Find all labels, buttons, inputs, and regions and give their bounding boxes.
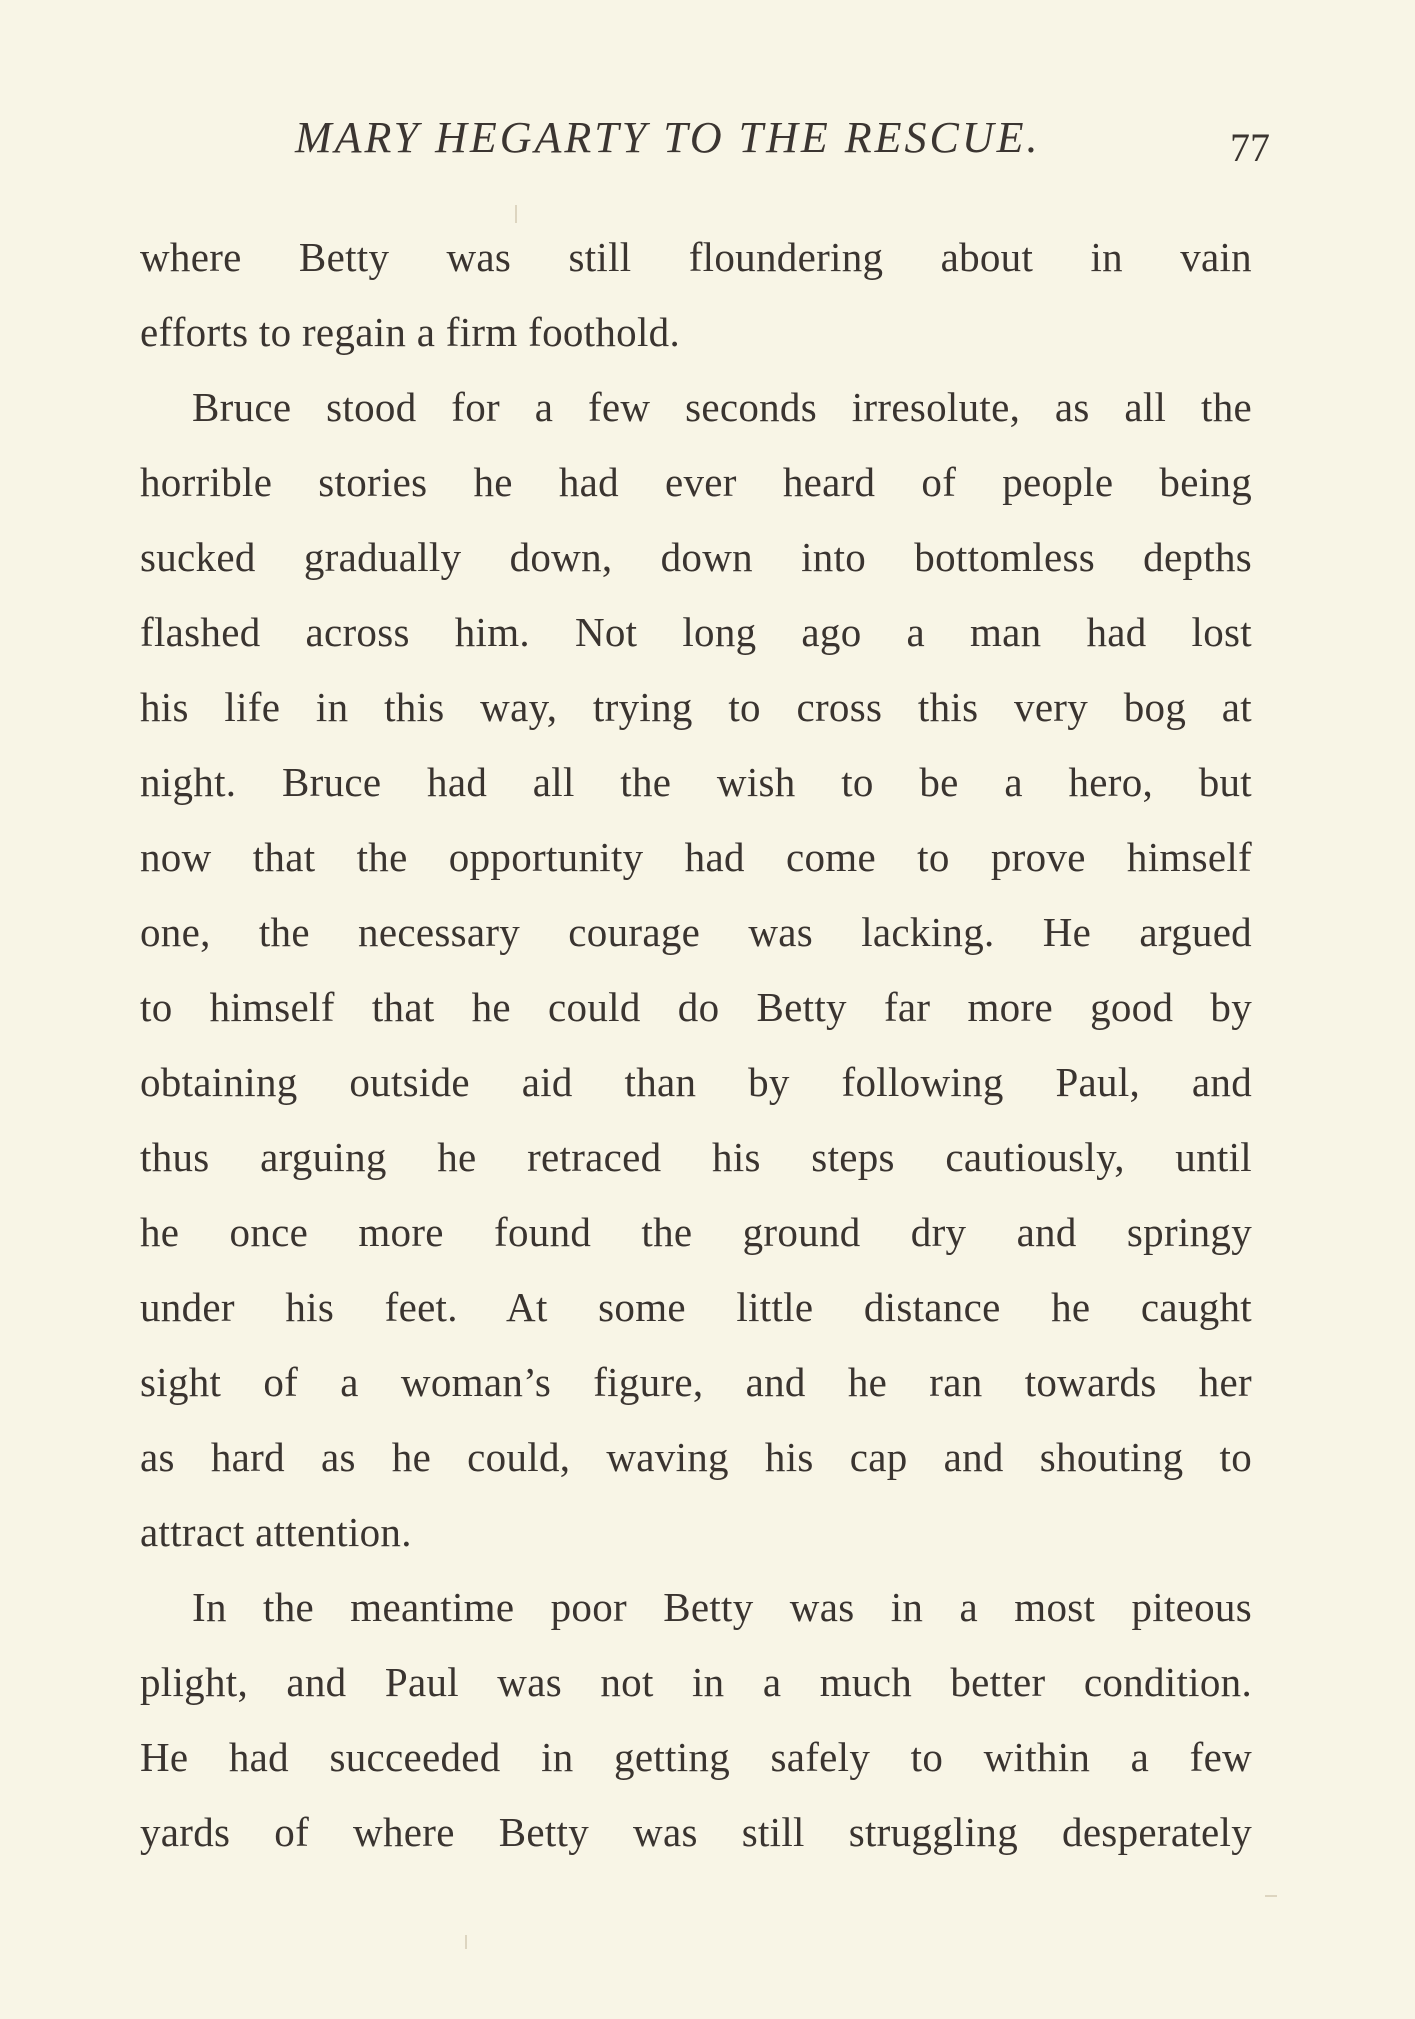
text-line: under his feet. At some little distance he caught: [140, 1284, 1252, 1330]
text-line: now that the opportunity had come to prove himself: [140, 834, 1252, 880]
running-title: MARY HEGARTY TO THE RESCUE.: [295, 113, 1041, 162]
text-line: he once more found the ground dry and springy: [140, 1209, 1252, 1255]
text-line: obtaining outside aid than by following Paul, and: [140, 1059, 1252, 1105]
text-line: horrible stories he had ever heard of people being: [140, 459, 1252, 505]
text-line: yards of where Betty was still struggling desperately: [140, 1809, 1252, 1855]
page-number: 77: [1230, 125, 1270, 170]
text-line: his life in this way, trying to cross this very bog at: [140, 684, 1252, 730]
text-line: attract attention.: [140, 1509, 412, 1555]
text-line: sight of a woman’s figure, and he ran towards her: [140, 1359, 1252, 1405]
paper-speck: [515, 205, 517, 223]
text-line: efforts to regain a firm foothold.: [140, 309, 681, 355]
text-line: one, the necessary courage was lacking. He argued: [140, 909, 1252, 955]
body-text: [140, 220, 1252, 1870]
paper-speck: [465, 1935, 467, 1949]
text-line: night. Bruce had all the wish to be a hero, but: [140, 759, 1252, 805]
text-line: sucked gradually down, down into bottomless depths: [140, 534, 1252, 580]
text-line: plight, and Paul was not in a much better condition.: [140, 1659, 1252, 1705]
text-line: He had succeeded in getting safely to within a few: [140, 1734, 1252, 1780]
text-line: where Betty was still floundering about in vain: [140, 234, 1252, 280]
text-line: In the meantime poor Betty was in a most piteous: [192, 1584, 1252, 1630]
running-head: [140, 112, 1270, 172]
text-line: flashed across him. Not long ago a man had lost: [140, 609, 1252, 655]
text-line: thus arguing he retraced his steps cautiously, until: [140, 1134, 1252, 1180]
text-line: to himself that he could do Betty far more good by: [140, 984, 1252, 1030]
paper-speck: [1265, 1895, 1277, 1897]
text-line: Bruce stood for a few seconds irresolute, as all the: [192, 384, 1252, 430]
text-line: as hard as he could, waving his cap and shouting to: [140, 1434, 1252, 1480]
